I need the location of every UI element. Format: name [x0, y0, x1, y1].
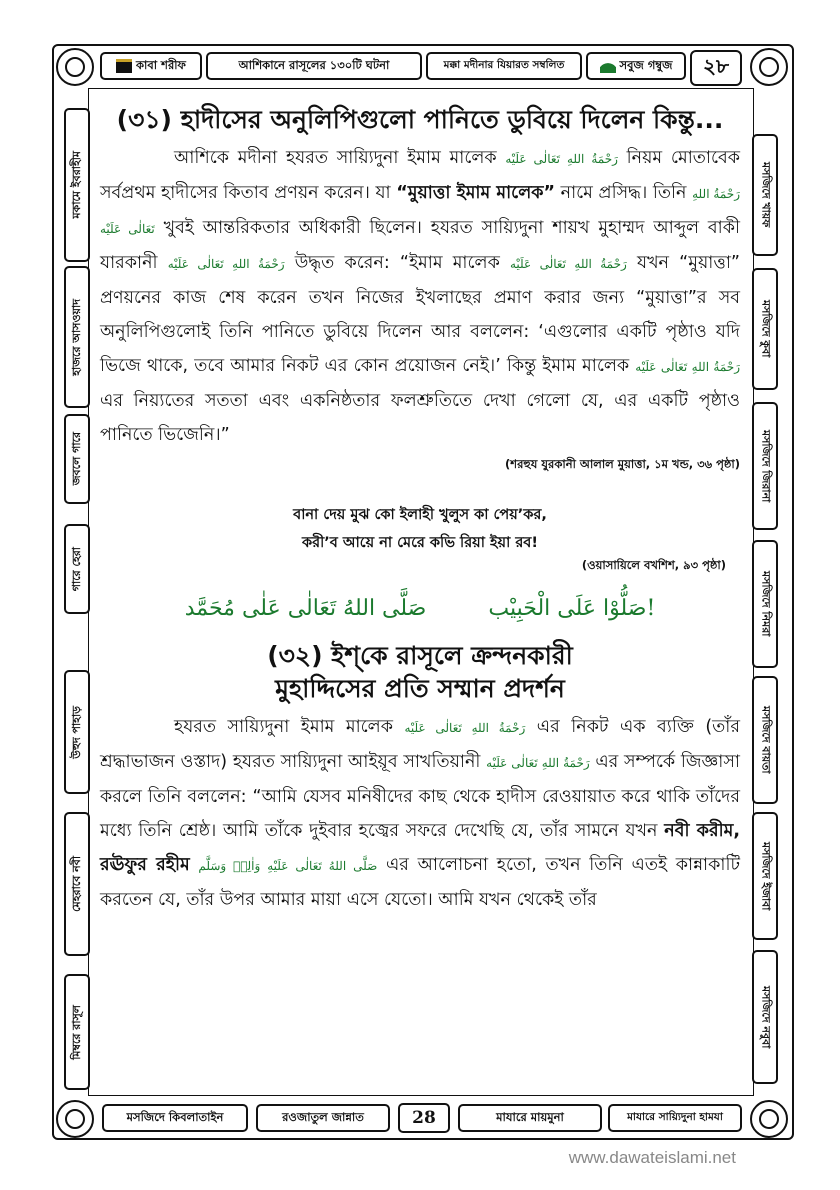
- side-tab-right: মসজিদে জিরানা: [752, 402, 776, 526]
- side-tab-right: মসজিদে নিমরা: [752, 540, 776, 664]
- poem-reference: (ওয়াসায়িলে বখশিশ, ৯৩ পৃষ্ঠা): [581, 557, 726, 572]
- side-tab-right: মসজিদে খায়ফ: [752, 134, 776, 252]
- footer-tab: মাযারে মায়মুনা: [458, 1104, 602, 1132]
- footer-tab: মাযারে সায়্যিদুনা হামযা: [608, 1104, 742, 1132]
- header-tab-green-dome: সবুজ গম্বুজ: [586, 52, 686, 80]
- section-31-paragraph: আশিকে মদীনা হযরত সায়্যিদুনা ইমাম মালেক رَحْمَةُ اللهِ تَعَالٰى عَلَيْه নিয়ম মোতাবেক সর্বপ্রথম হাদীসের কিতাব প্রণয়ন করেন। যা “মুয়াত্তা ইমাম মালেক” নামে প্রসিদ্ধ। তিনি رَحْمَةُ اللهِ تَعَالٰى عَلَيْه খুবই আন্তরিকতার অধিকারী ছিলেন। হযরত সায়্যিদুনা শায়খ মুহাম্মদ আব্দুল বাকী যারকানী رَحْمَةُ اللهِ تَعَالٰى عَلَيْه উদ্ধৃত করেন: “ইমাম মালেক رَحْمَةُ اللهِ تَعَالٰى عَلَيْه যখন “মুয়াত্তা” প্রণয়নের কাজ শেষ করেন তখন নিজের ইখলাছের প্রমাণ করার জন্য “মুয়াত্তা”র সব অনুলিপিগুলোই তিনি পানিতে ডুবিয়ে দিলেন আর বললেন: ‘এগুলোর একটি পৃষ্ঠাও যদি ভিজে থাকে, তবে আমার নিকট এর কোন প্রয়োজন নেই।’ কিন্তু ইমাম মালেক رَحْمَةُ اللهِ تَعَالٰى عَلَيْه এর নিয়্যতের সততা এবং একনিষ্ঠতার ফলশ্রুতিতে দেখা গেলো যে, এর একটি পৃষ্ঠাও পানিতে ভিজেনি।”: [100, 147, 740, 445]
- salawat-line: [100, 596, 740, 621]
- poem-line-1: বানা দেয় মুঝ কো ইলাহী খুলুস কা পেয়’কর,: [293, 506, 547, 523]
- footer-tab: মসজিদে কিবলাতাইন: [102, 1104, 248, 1132]
- page-number-top: ২৮: [690, 50, 742, 86]
- header-tab-book-title: আশিকানে রাসূলের ১৩০টি ঘটনা: [206, 52, 422, 80]
- section-32-title-line-2: মুহাদ্দিসের প্রতি সম্মান প্রদর্শন: [275, 674, 565, 704]
- side-tab-left: হাজরে আসওয়াদ: [64, 266, 88, 404]
- side-tab-right: মসজিদে নবুবা: [752, 950, 776, 1080]
- salawat-left: صَلَّى اللهُ تَعَالٰى عَلٰى مُحَمَّد: [184, 595, 427, 621]
- website-url[interactable]: www.dawateislami.net: [568, 1148, 736, 1167]
- side-tab-right: মসজিদে ইজাবা: [752, 812, 776, 936]
- side-tab-left: জবলে গারে: [64, 414, 88, 500]
- side-tab-right: মসজিদে বায়তা: [752, 676, 776, 800]
- section-32-title-line-1: (৩২) ইশ্‌কে রাসূলে ক্রন্দনকারী: [267, 640, 573, 670]
- side-tab-left: মেহরাবে নবী: [64, 812, 88, 952]
- section-32-paragraph: হযরত সায়্যিদুনা ইমাম মালেক رَحْمَةُ اللهِ تَعَالٰى عَلَيْه এর নিকট এক ব্যক্তি (তাঁর শ্রদ্ধাভাজন ওস্তাদ) হযরত সায়্যিদুনা আইয়ূব সাখতিয়ানী رَحْمَةُ اللهِ تَعَالٰى عَلَيْه এর সম্পর্কে জিজ্ঞাসা করলে তিনি বললেন: “আমি যেসব মনিষীদের কাছ থেকে হাদীস রেওয়ায়াত করে থাকি তাঁদের মধ্যে তিনি শ্রেষ্ঠ। আমি তাঁকে দুইবার হজ্বের সফরে দেখেছি যে, তাঁর সামনে যখন নবী করীম, রঊফুর রহীম صَلَّى اللهُ تَعَالٰى عَلَيْهِ وَاٰلِهٖ وَسَلَّم এর আলোচনা হতো, তখন তিনি এতই কান্নাকাটি করতেন যে, তাঁর উপর আমার মায়া এসে যেতো। আমি যখন থেকেই তাঁর: [100, 717, 740, 910]
- page-number-bottom: 28: [398, 1103, 450, 1133]
- footer-tab: রওজাতুল জান্নাত: [256, 1104, 390, 1132]
- corner-ornament-icon: [56, 48, 94, 86]
- page-content: [100, 104, 740, 917]
- side-tab-left: গারে হেরা: [64, 524, 88, 610]
- section-31-reference: (শরহুয যুরকানী আলাল মুয়াত্তা, ১ম খন্ড, ৩৬ পৃষ্ঠা): [505, 456, 740, 471]
- poem: [100, 501, 740, 557]
- header-tab-kaaba: কাবা শরীফ: [100, 52, 202, 80]
- header-tab-subtitle: মক্কা মদীনার যিয়ারত সম্বলিত: [426, 52, 582, 80]
- corner-ornament-icon: [750, 1100, 788, 1138]
- side-tab-left: উহুদ পাহাড়: [64, 670, 88, 790]
- corner-ornament-icon: [56, 1100, 94, 1138]
- poem-line-2: করী’ব আয়ে না মেরে কভি রিয়া ইয়া রব!: [302, 534, 538, 551]
- side-tab-right: মসজিদে কুবা: [752, 268, 776, 386]
- kaaba-icon: [116, 59, 132, 73]
- side-tab-left: মকামে ইবরাহীম: [64, 108, 88, 258]
- side-tab-left: মিম্বরে রাসূল: [64, 974, 88, 1086]
- section-31-title: (৩১) হাদীসের অনুলিপিগুলো পানিতে ডুবিয়ে দিলেন কিন্তু...: [116, 105, 724, 134]
- salawat-right: صَلُّوْا عَلَى الْحَبِيْب!: [488, 595, 656, 621]
- green-dome-icon: [600, 59, 616, 73]
- corner-ornament-icon: [750, 48, 788, 86]
